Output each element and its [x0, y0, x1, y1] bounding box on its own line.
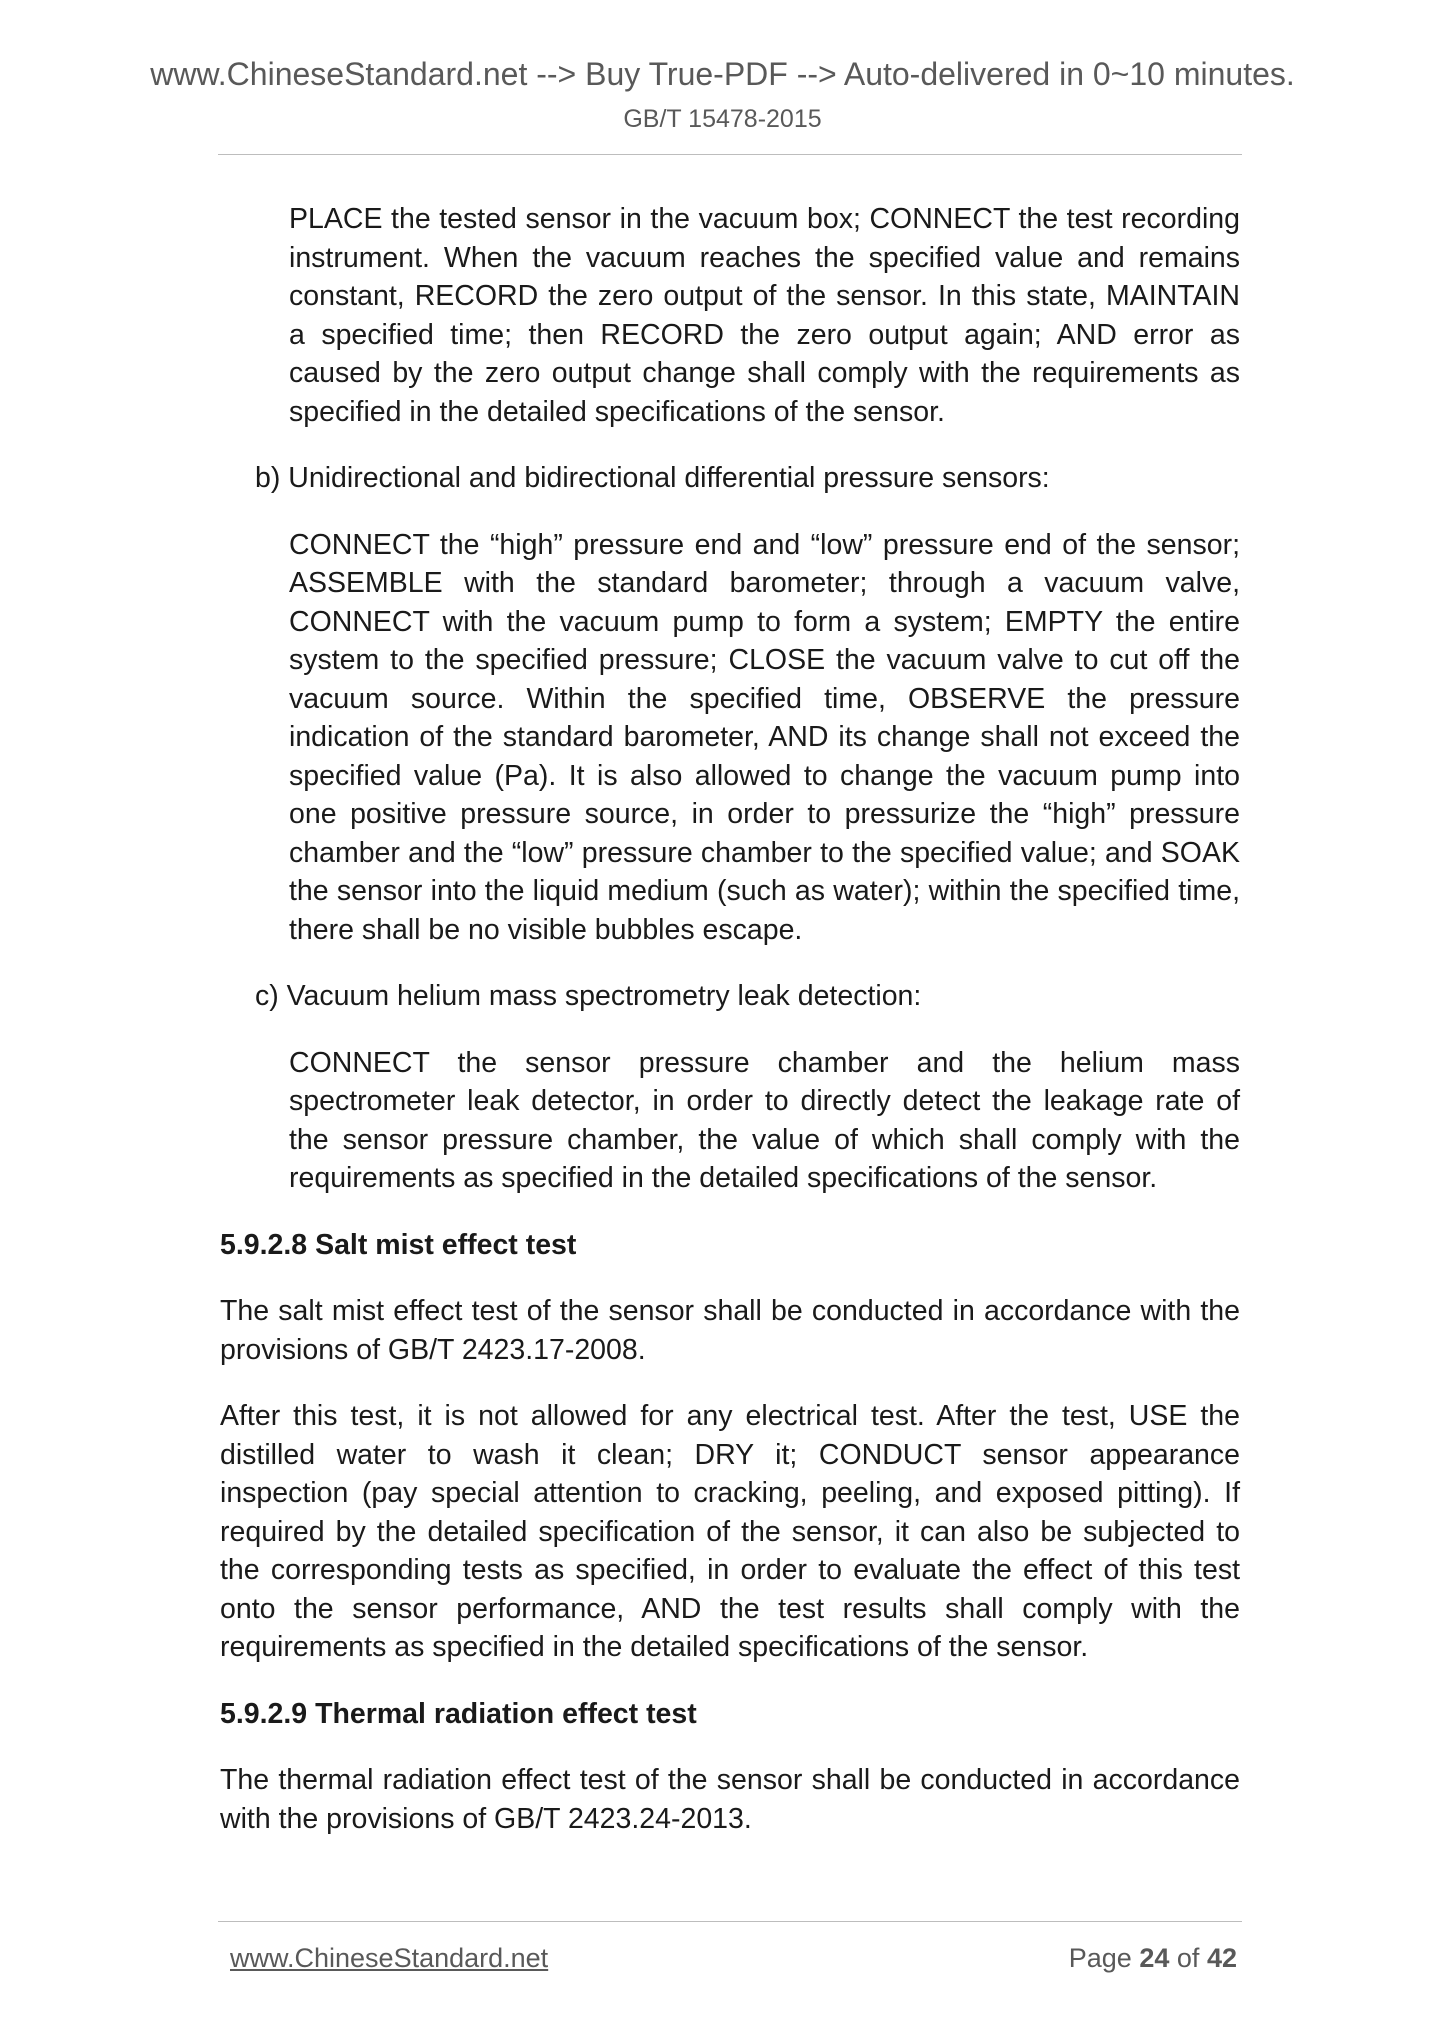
section-heading-5929: 5.9.2.9 Thermal radiation effect test [220, 1697, 697, 1730]
item-b-text: CONNECT the “high” pressure end and “low” pressure end of the sensor; ASSEMBLE with the standard barometer; through a vacuum valve, CONNECT with the vacuum pump to form a system; EMPTY the entire system to the specified pressure; CLOSE the vacuum valve to cut off the vacuum source. Within the specified time, OBSERVE the pressure indication of the standard barometer, AND its change shall not exceed the specified value (Pa). It is also allowed to change the vacuum pump into one positive pressure source, in order to pressurize the “high” pressure chamber and the “low” pressure chamber to the specified value; and SOAK the sensor into the liquid medium (such as water); within the specified time, there shall be no visible bubbles escape. [289, 528, 1240, 946]
section-heading-5928: 5.9.2.8 Salt mist effect test [220, 1228, 577, 1261]
header-divider [218, 154, 1242, 155]
footer-divider [218, 1921, 1242, 1922]
header-banner: www.ChineseStandard.net --> Buy True-PDF --> Auto-delivered in 0~10 minutes. [150, 56, 1295, 92]
salt-mist-paragraph-1: The salt mist effect test of the sensor shall be conducted in accordance with the provisions of GB/T 2423.17-2008. [220, 1295, 1240, 1366]
salt-mist-paragraph-2: After this test, it is not allowed for any electrical test. After the test, USE the distilled water to wash it clean; DRY it; CONDUCT sensor appearance inspection (pay special attention to cracking, peeling, and exposed pitting). If required by the detailed specification of the sensor, it can also be subjected to the corresponding tests as specified, in order to evaluate the effect of this test onto the sensor performance, AND the test results shall comply with the requirements as specified in the detailed specifications of the sensor. [220, 1400, 1240, 1663]
document-body [220, 200, 1240, 1866]
thermal-radiation-paragraph: The thermal radiation effect test of the sensor shall be conducted in accordance with the provisions of GB/T 2423.24-2013. [220, 1764, 1240, 1835]
item-c-label: c) Vacuum helium mass spectrometry leak detection: [255, 980, 922, 1012]
item-b-label: b) Unidirectional and bidirectional differential pressure sensors: [255, 462, 1050, 494]
current-page: 24 [1139, 1943, 1170, 1973]
footer-website-link[interactable]: www.ChineseStandard.net [230, 1943, 549, 1973]
page-of-word: of [1176, 1943, 1200, 1973]
page-word: Page [1068, 1943, 1132, 1973]
page-number [1069, 1945, 1237, 1972]
item-a-continuation: PLACE the tested sensor in the vacuum box; CONNECT the test recording instrument. When the vacuum reaches the specified value and remains constant, RECORD the zero output of the sensor. In this state, MAINTAIN a specified time; then RECORD the zero output again; AND error as caused by the zero output change shall comply with the requirements as specified in the detailed specifications of the sensor. [289, 203, 1240, 428]
standard-number: GB/T 15478-2015 [623, 105, 822, 133]
total-pages: 42 [1206, 1943, 1237, 1973]
item-c-text: CONNECT the sensor pressure chamber and the helium mass spectrometer leak detector, in order to directly detect the leakage rate of the sensor pressure chamber, the value of which shall comply with the requirements as specified in the detailed specifications of the sensor. [289, 1046, 1240, 1194]
